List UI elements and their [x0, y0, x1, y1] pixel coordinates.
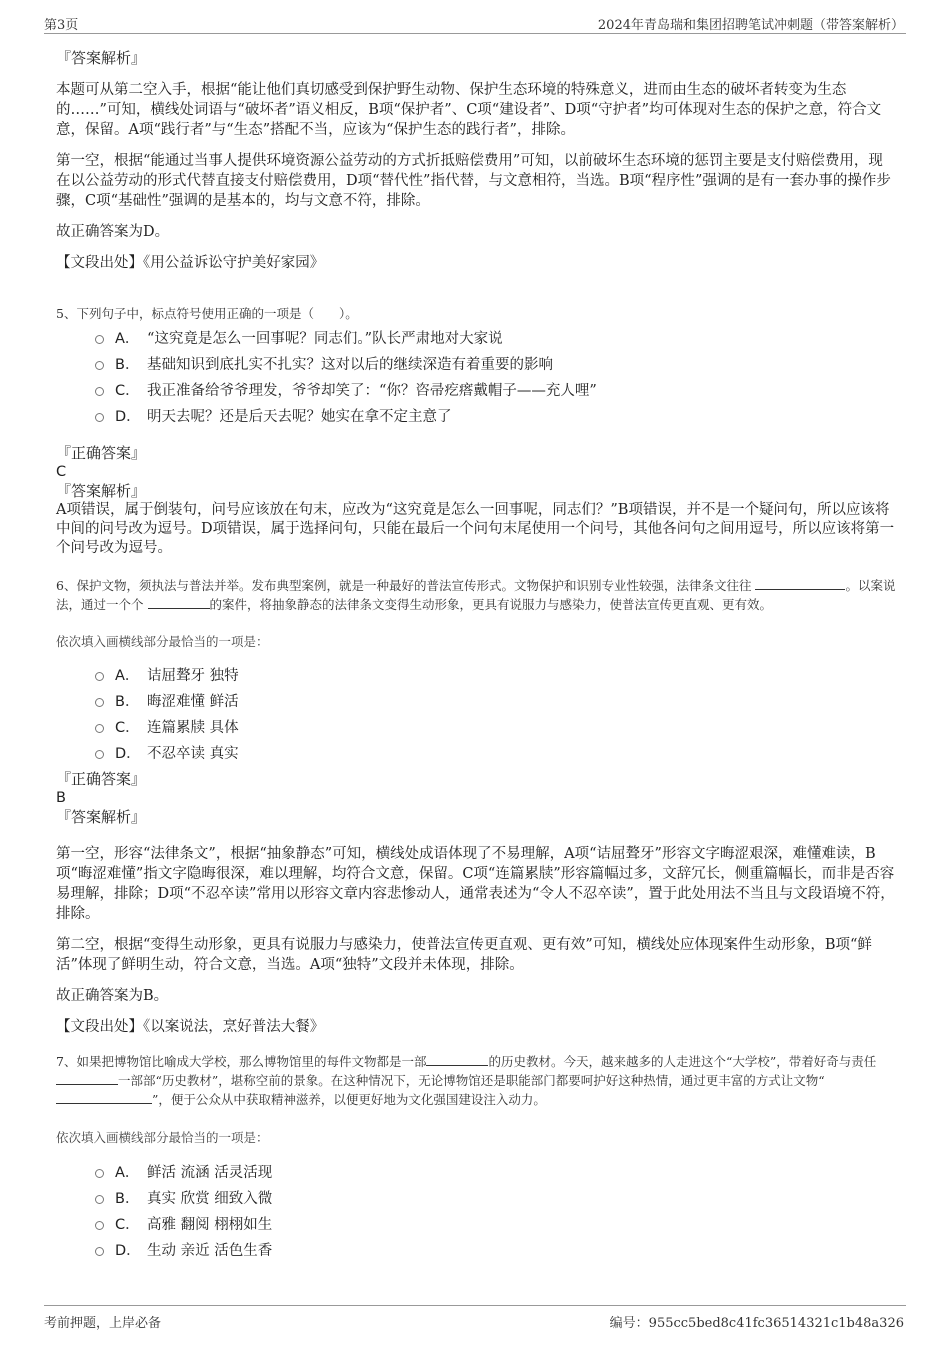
option-d[interactable]: D． 不忍卒读 真实 — [95, 739, 895, 765]
blank-3 — [56, 1090, 152, 1104]
analysis-tag: 『答案解析』 — [56, 808, 147, 826]
question-6: 6、保护文物，须执法与普法并举。发布典型案例，就是一种最好的普法宣传形式。文物保护和识别专业性较强，法律条文往往 。以案说法，通过一个个 的案件，将抽象静态的法律条文变得生动形象，更具有说服力与感染力，使普法宣传更直观、更有效。 — [56, 578, 896, 612]
option-b[interactable]: B． 真实 欣赏 细致入微 — [95, 1184, 895, 1210]
option-d[interactable]: D． 生动 亲近 活色生香 — [95, 1236, 895, 1262]
analysis-paragraph: A项错误，属于倒装句，问号应该放在句末，应改为“这究竟是怎么一回事呢，同志们？”B项错误，并不是一个疑问句，所以应该将中间的问号改为逗号。D项错误，属于选择问句，只能在最后一个问句末尾使用一个问号，其他各问句之间用逗号，所以应该将第一个问号改为逗号。 — [56, 502, 895, 556]
question-5: 5、下列句子中，标点符号使用正确的一项是（ ）。 — [56, 306, 358, 321]
option-c[interactable]: C． 我正准备给爷爷理发，爷爷却笑了：“你？咨帚疙瘩戴帽子——充人哩” — [95, 376, 895, 402]
option-a[interactable]: A． 诘屈聱牙 独特 — [95, 661, 895, 687]
option-c[interactable]: C． 连篇累牍 具体 — [95, 713, 895, 739]
q7-options — [95, 1158, 895, 1262]
analysis-paragraph: 第一空，形容“法律条文”，根据“抽象静态”可知，横线处成语体现了不易理解，A项“诘屈聱牙”形容文字晦涩艰深，难懂难读，B项“晦涩难懂”指文字隐晦很深，难以理解，均符合文意，保留。C项“连篇累牍”形容篇幅过多，文辞冗长，侧重篇幅长，而非是否容易理解，排除；D项“不忍卒读”常用以形容文章内容悲惨动人，通常表述为“令人不忍卒读”，置于此处用法不当且与文段语境不符，排除。 — [56, 846, 895, 922]
footer-slogan: 考前押题，上岸必备 — [44, 1316, 162, 1331]
blank-1 — [426, 1052, 488, 1066]
q5-options — [95, 324, 895, 428]
q6-analysis — [56, 844, 896, 1037]
header-divider — [44, 33, 906, 34]
option-c[interactable]: C． 高雅 翻阅 栩栩如生 — [95, 1210, 895, 1236]
radio-icon[interactable] — [95, 361, 104, 370]
question-7: 7、如果把博物馆比喻成大学校，那么博物馆里的每件文物都是一部 的历史教材。今天，越来越多的人走进这个“大学校”，带着好奇与责任 一部部“历史教材”，堪称空前的景象。在这种情况下，无论博物馆还是职能部门都要呵护好这种热情，通过更丰富的方式让文物“ ”，便于公众从中获取精神滋养，以便更好地为文化强国建设注入动力。 — [56, 1054, 877, 1107]
document-title: 2024年青岛瑞和集团招聘笔试冲刺题（带答案解析） — [597, 18, 904, 33]
radio-icon[interactable] — [95, 698, 104, 707]
radio-icon[interactable] — [95, 335, 104, 344]
radio-icon[interactable] — [95, 1221, 104, 1230]
option-a[interactable]: A． “这究竟是怎么一回事呢？同志们。”队长严肃地对大家说 — [95, 324, 895, 350]
document-id: 编号：955cc5bed8c41fc36514321c1b48a326 — [609, 1316, 904, 1331]
radio-icon[interactable] — [95, 724, 104, 733]
radio-icon[interactable] — [95, 672, 104, 681]
page-number: 第3页 — [44, 18, 79, 33]
blank-1 — [755, 576, 845, 590]
source-citation: 【文段出处】《以案说法，烹好普法大餐》 — [56, 1019, 325, 1035]
q5-answer-block — [56, 444, 896, 558]
radio-icon[interactable] — [95, 1195, 104, 1204]
question-prompt: 依次填入画横线部分最恰当的一项是： — [56, 1130, 269, 1145]
q4-analysis — [56, 48, 896, 273]
source-citation: 【文段出处】《用公益诉讼守护美好家园》 — [56, 255, 325, 271]
correct-answer: C — [56, 464, 67, 480]
answer-tag: 『正确答案』 — [56, 444, 147, 462]
correct-answer: B — [56, 790, 66, 806]
blank-2 — [56, 1071, 118, 1085]
radio-icon[interactable] — [95, 387, 104, 396]
radio-icon[interactable] — [95, 1247, 104, 1256]
radio-icon[interactable] — [95, 413, 104, 422]
option-d[interactable]: D． 明天去呢？还是后天去呢？她实在拿不定主意了 — [95, 402, 895, 428]
blank-2 — [148, 595, 210, 609]
q6-options — [95, 661, 895, 765]
analysis-tag: 『答案解析』 — [56, 49, 147, 67]
radio-icon[interactable] — [95, 1169, 104, 1178]
conclusion: 故正确答案为B。 — [56, 988, 169, 1004]
footer-divider — [44, 1305, 906, 1306]
option-b[interactable]: B． 基础知识到底扎实不扎实？这对以后的继续深造有着重要的影响 — [95, 350, 895, 376]
q6-answer-block — [56, 770, 896, 827]
question-prompt: 依次填入画横线部分最恰当的一项是： — [56, 634, 269, 649]
analysis-paragraph: 第二空，根据“变得生动形象，更具有说服力与感染力，使普法宣传更直观、更有效”可知，横线处应体现案件生动形象，B项“鲜活”体现了鲜明生动，符合文意，当选。A项“独特”文段并未体现，排除。 — [56, 937, 872, 973]
analysis-paragraph: 第一空，根据“能通过当事人提供环境资源公益劳动的方式折抵赔偿费用”可知，以前破坏生态环境的惩罚主要是支付赔偿费用，现在以公益劳动的形式代替直接支付赔偿费用，D项“替代性”指代替，与文意相符，当选。B项“程序性”强调的是有一套办事的操作步骤，C项“基础性”强调的是基本的，均与文意不符，排除。 — [56, 153, 891, 209]
conclusion: 故正确答案为D。 — [56, 224, 170, 240]
radio-icon[interactable] — [95, 750, 104, 759]
analysis-paragraph: 本题可从第二空入手，根据“能让他们真切感受到保护野生动物、保护生态环境的特殊意义，进而由生态的破坏者转变为生态的……”可知，横线处词语与“破坏者”语义相反，B项“保护者”、C项“建设者”、D项“守护者”均可体现对生态的保护之意，符合文意，保留。A项“践行者”与“生态”搭配不当，应该为“保护生态的践行者”，排除。 — [56, 82, 882, 138]
analysis-tag: 『答案解析』 — [56, 482, 147, 500]
option-b[interactable]: B． 晦涩难懂 鲜活 — [95, 687, 895, 713]
answer-tag: 『正确答案』 — [56, 770, 147, 788]
option-a[interactable]: A． 鲜活 流涵 活灵活现 — [95, 1158, 895, 1184]
